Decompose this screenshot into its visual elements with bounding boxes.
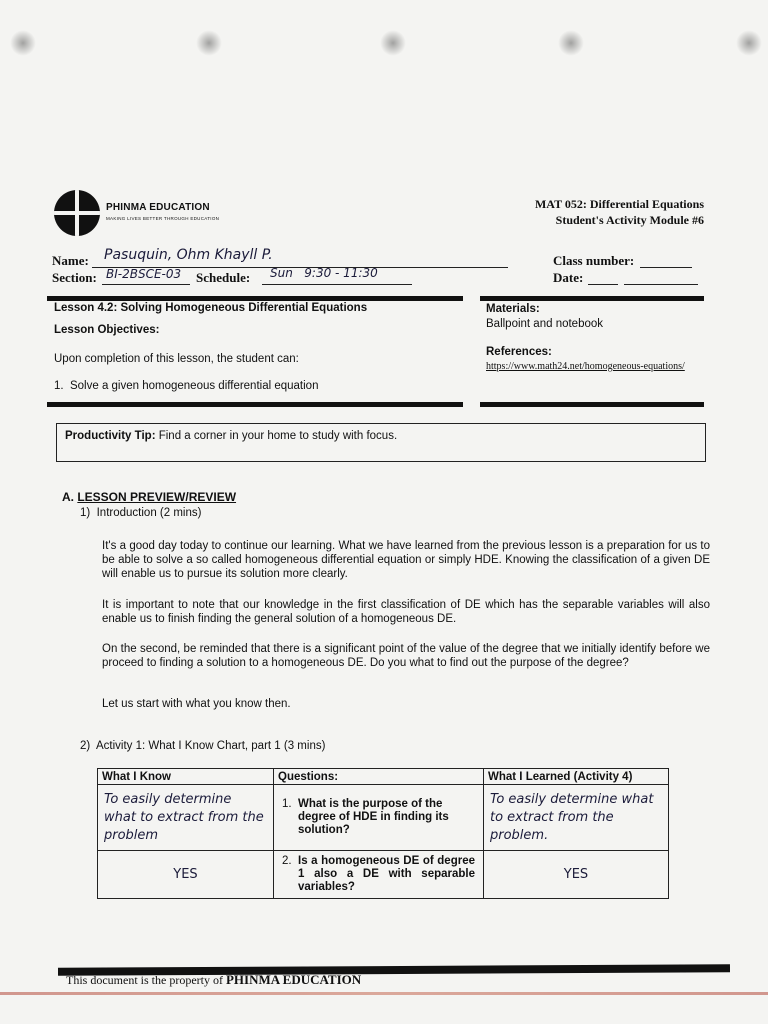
- materials-heading: Materials:: [486, 303, 540, 315]
- question-number: 2.: [282, 855, 292, 867]
- scan-smudge: [558, 30, 584, 56]
- section-letter: A.: [62, 490, 74, 504]
- paragraph: On the second, be reminded that there is a significant point of the value of the degree that we initially identify before we proceed to finding a solution to a homogeneous DE. Do you what to find out the purpose of the degree?: [102, 643, 710, 669]
- footer-brand: PHINMA EDUCATION: [225, 972, 362, 987]
- activity-heading: 2) Activity 1: What I Know Chart, part 1 (3 mins): [80, 740, 326, 752]
- footer-prefix: This document is the property of: [66, 973, 226, 987]
- what-i-learned-answer[interactable]: To easily determine what to extract from the problem.: [484, 785, 669, 851]
- date-field[interactable]: [588, 284, 618, 285]
- divider: [480, 296, 704, 301]
- tip-label: Productivity Tip:: [65, 430, 156, 442]
- column-header: Questions:: [274, 769, 484, 785]
- objectives-intro: Upon completion of this lesson, the student can:: [54, 353, 299, 365]
- lesson-title: Lesson 4.2: Solving Homogeneous Differential Equations: [54, 302, 368, 314]
- table-row: [98, 785, 669, 851]
- divider: [47, 402, 463, 407]
- introduction-heading: 1) Introduction (2 mins): [80, 507, 202, 519]
- class-number-field[interactable]: [640, 267, 692, 268]
- scan-smudge: [380, 30, 406, 56]
- paragraph: It is important to note that our knowledge in the first classification of DE which has the separable variables will also enable us to finish finding the general solution of a homogeneous DE.: [102, 599, 710, 625]
- section-a-heading: [62, 490, 236, 504]
- name-label: Name:: [52, 253, 89, 268]
- question-cell: [274, 851, 484, 899]
- objective-item: 1. Solve a given homogeneous differential equation: [54, 380, 319, 392]
- what-i-know-chart: [97, 768, 669, 899]
- section-label: Section:: [52, 270, 97, 285]
- question-text: What is the purpose of the degree of HDE in finding its solution?: [298, 798, 449, 836]
- column-header: What I Learned (Activity 4): [484, 769, 669, 785]
- what-i-learned-answer[interactable]: YES: [484, 851, 669, 899]
- schedule-field[interactable]: Sun 9:30 - 11:30: [270, 266, 378, 280]
- name-field[interactable]: Pasuquin, Ohm Khayll P.: [104, 247, 273, 263]
- question-text: Is a homogeneous DE of degree 1 also a DE with separable variables?: [298, 855, 475, 893]
- course-line-1: MAT 052: Differential Equations: [534, 197, 704, 211]
- references-link[interactable]: https://www.math24.net/homogeneous-equations/: [486, 361, 685, 372]
- tip-text: Find a corner in your home to study with focus.: [155, 430, 398, 442]
- materials-value: Ballpoint and notebook: [486, 318, 604, 330]
- objectives-heading: Lesson Objectives:: [54, 324, 160, 336]
- class-number-label: Class number:: [553, 253, 635, 268]
- phinma-logo-icon: [54, 190, 100, 236]
- what-i-know-answer[interactable]: YES: [98, 851, 274, 899]
- column-header: What I Know: [98, 769, 274, 785]
- org-name: PHINMA EDUCATION: [106, 202, 210, 213]
- what-i-know-answer[interactable]: To easily determine what to extract from the problem: [98, 785, 274, 851]
- course-title: [535, 196, 704, 228]
- question-number: 1.: [282, 798, 292, 810]
- footer-text: [66, 972, 361, 988]
- schedule-label: Schedule:: [196, 270, 251, 285]
- divider: [47, 296, 463, 301]
- scan-smudge: [736, 30, 762, 56]
- table-row: [98, 851, 669, 899]
- productivity-tip-box: [56, 423, 706, 462]
- date-label: Date:: [553, 270, 584, 285]
- references-heading: References:: [486, 346, 552, 358]
- org-tagline: MAKING LIVES BETTER THROUGH EDUCATION: [106, 216, 220, 221]
- scan-smudge: [10, 30, 36, 56]
- divider: [480, 402, 704, 407]
- section-field[interactable]: BI-2BSCE-03: [106, 267, 182, 281]
- paragraph: Let us start with what you know then.: [102, 698, 291, 710]
- scan-edge: [0, 992, 768, 995]
- scan-smudge: [196, 30, 222, 56]
- question-cell: [274, 785, 484, 851]
- paragraph: It's a good day today to continue our learning. What we have learned from the previous lesson is a preparation for us to be able to solve a so called homogeneous differential equation or simply HDE. Knowing the classification of a given DE will enable us to pursue its solution more clearly.: [102, 540, 710, 580]
- section-title: LESSON PREVIEW/REVIEW: [77, 490, 237, 504]
- course-line-2: Student's Activity Module #6: [555, 213, 704, 227]
